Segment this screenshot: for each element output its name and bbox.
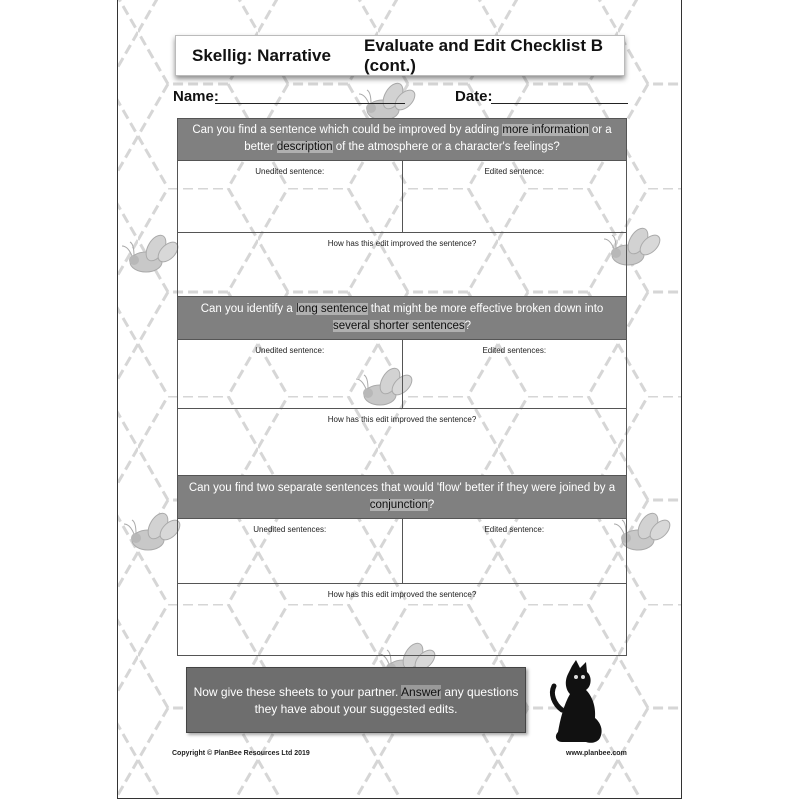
page-subtitle: Evaluate and Edit Checklist B (cont.)	[364, 35, 604, 75]
improvement-box[interactable]: How has this edit improved the sentence?	[327, 239, 477, 248]
question-1: Can you find a sentence which could be improved by adding more information or a better description of the atmosphere or a character's feelings?	[178, 119, 626, 161]
date-field[interactable]	[491, 103, 628, 104]
unedited-sentence-box[interactable]: Unedited sentence:	[255, 346, 325, 355]
edited-sentences-box[interactable]: Edited sentences:	[402, 340, 627, 408]
checklist-section-2	[177, 297, 627, 476]
question-3: Can you find two separate sentences that would 'flow' better if they were joined by a conjunction?	[178, 476, 626, 519]
name-field[interactable]	[215, 103, 405, 104]
copyright-text: Copyright © PlanBee Resources Ltd 2019	[172, 750, 310, 757]
checklist-section-3	[177, 476, 627, 656]
name-label: Name:	[173, 88, 219, 105]
improvement-box[interactable]: How has this edit improved the sentence?	[327, 415, 477, 424]
date-label: Date:	[455, 88, 493, 105]
title-banner	[175, 35, 625, 76]
instruction-speech-box: Now give these sheets to your partner. Answer any questions they have about your suggested edits.	[186, 667, 526, 733]
improvement-box[interactable]: How has this edit improved the sentence?	[327, 590, 477, 599]
cat-icon	[540, 660, 610, 745]
unedited-sentence-box[interactable]: Unedited sentence:	[255, 167, 325, 176]
checklist-section-1	[177, 118, 627, 297]
unedited-sentences-box[interactable]: Unedited sentences:	[253, 525, 327, 534]
edited-sentence-box[interactable]: Edited sentence:	[402, 519, 627, 583]
page-title: Skellig: Narrative	[192, 45, 331, 65]
edited-sentence-box[interactable]: Edited sentence:	[402, 161, 627, 232]
question-2: Can you identify a long sentence that might be more effective broken down into several shorter sentences?	[178, 297, 626, 340]
worksheet-page	[117, 0, 682, 799]
website-text: www.planbee.com	[566, 750, 627, 757]
